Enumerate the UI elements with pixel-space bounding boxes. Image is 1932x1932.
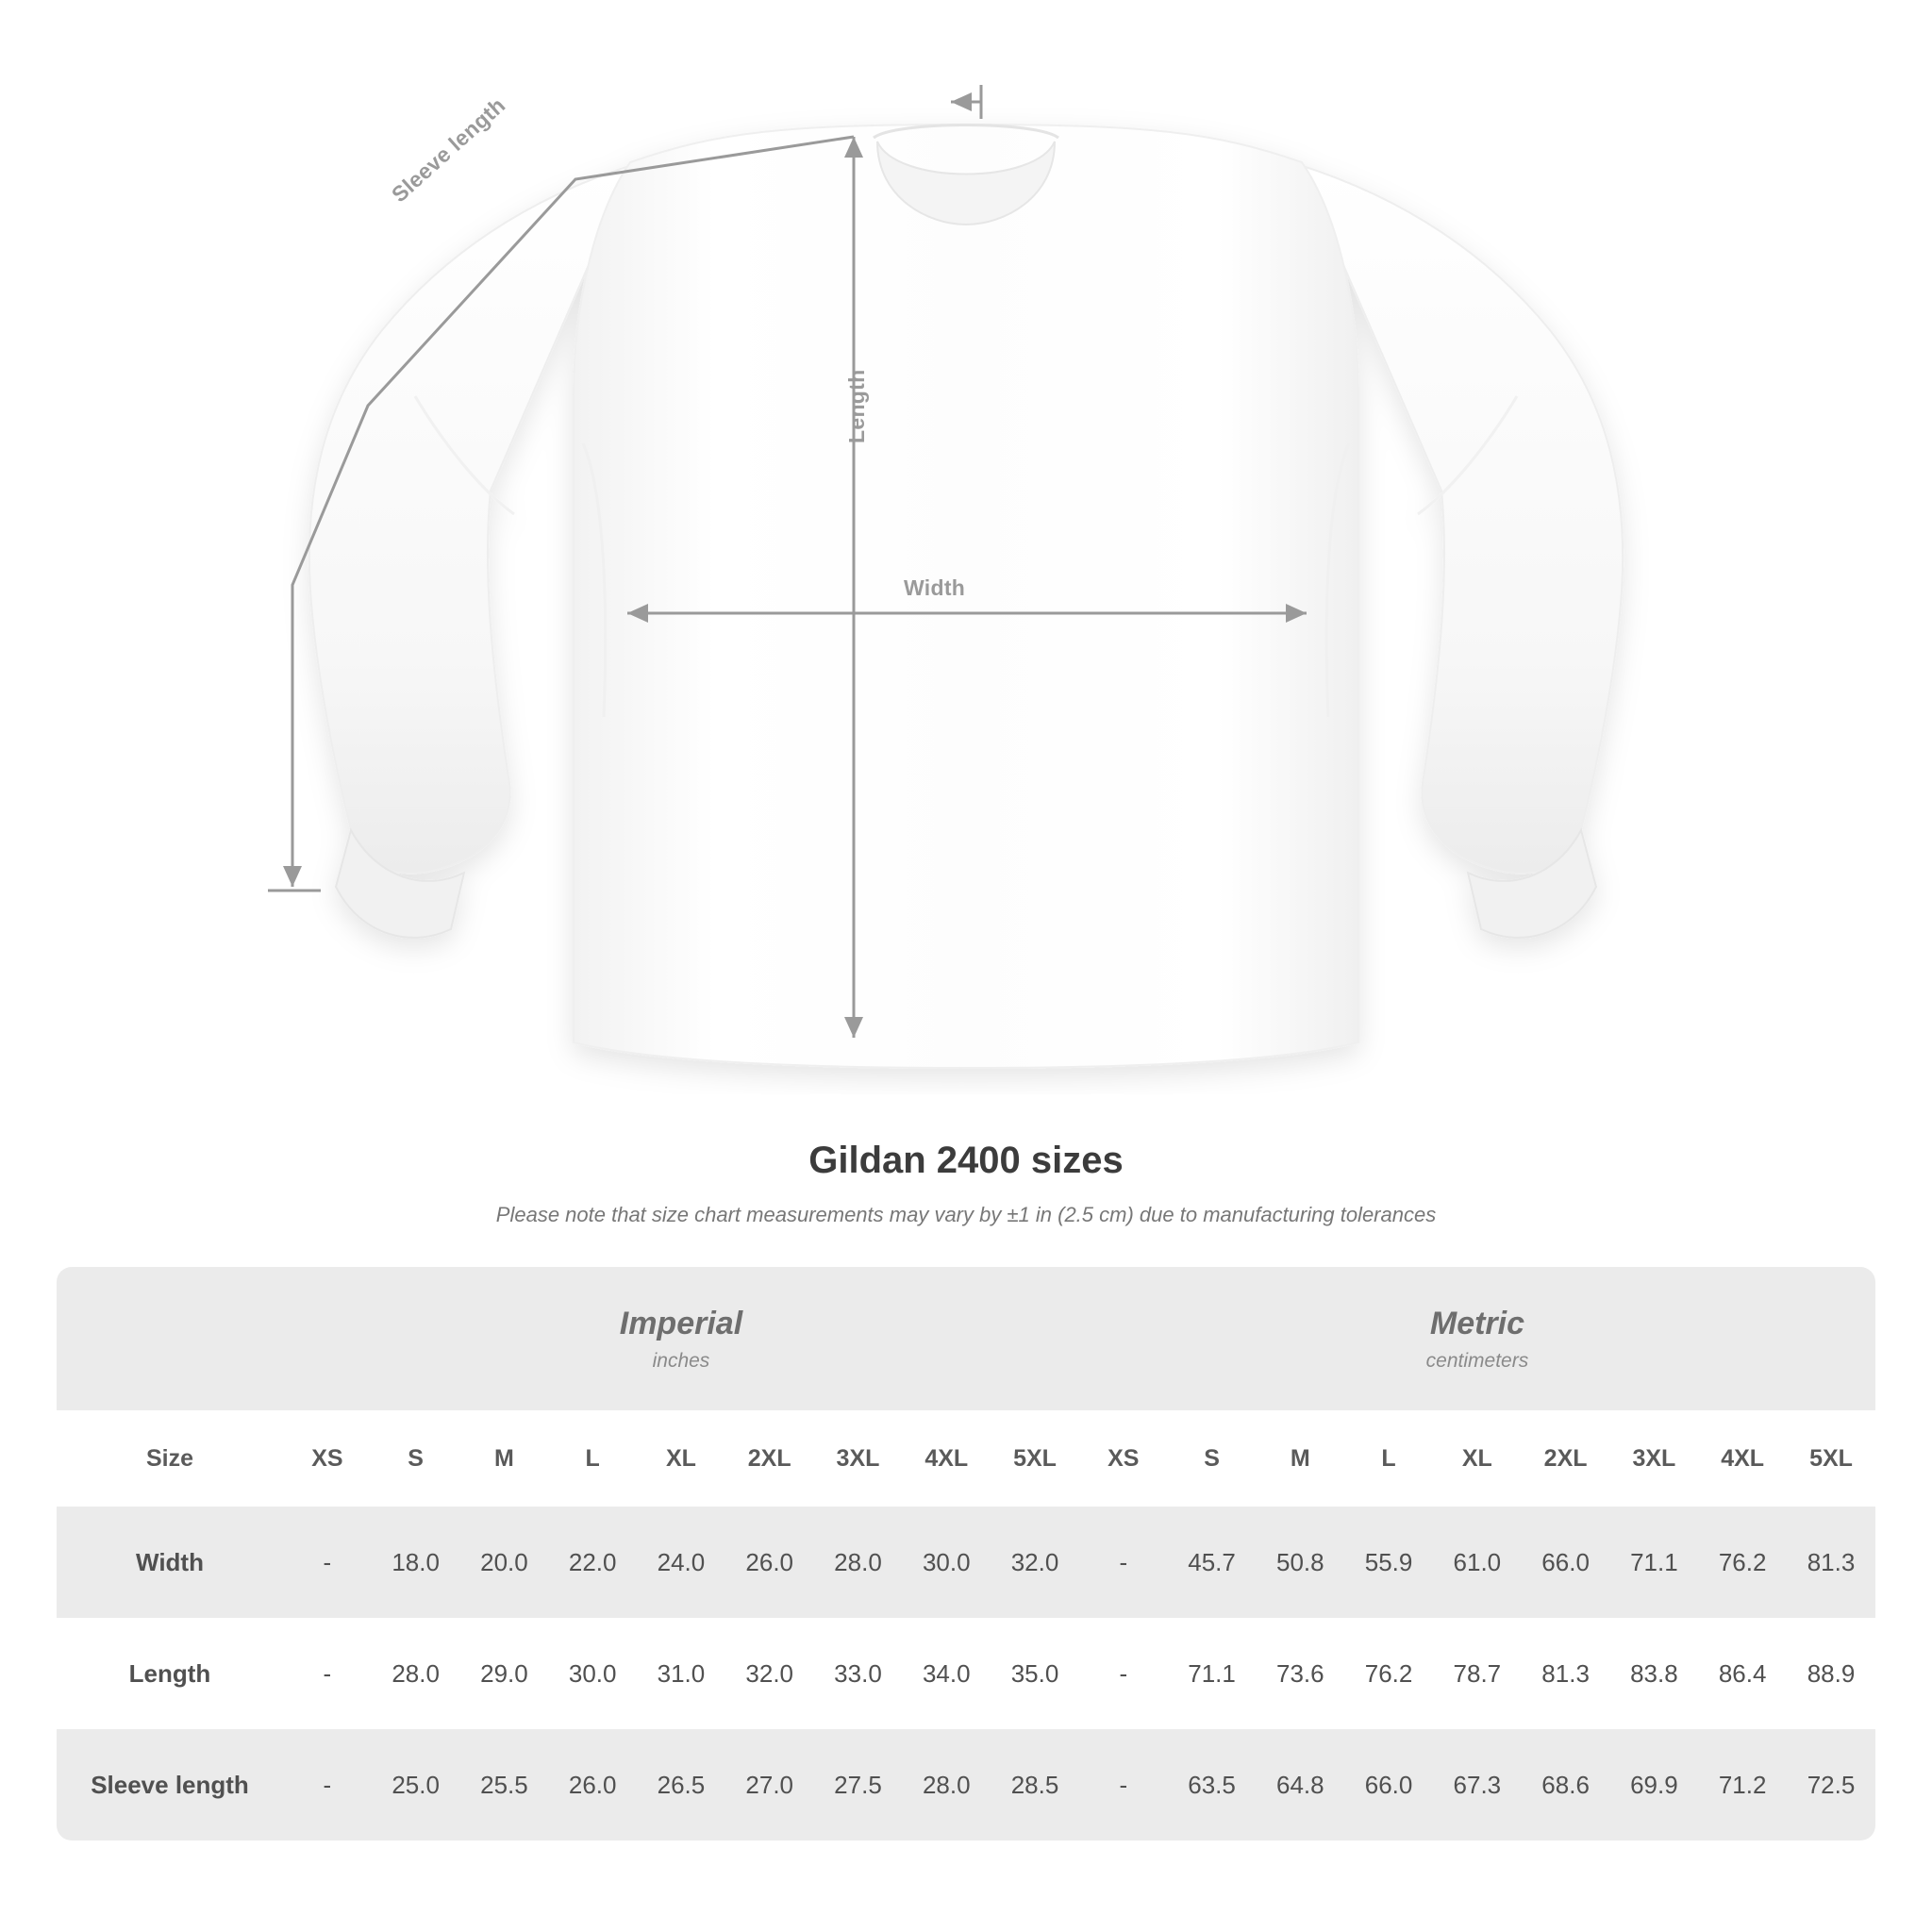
cell-imperial: 32.0	[725, 1618, 814, 1729]
unit-header-row	[57, 1267, 1875, 1410]
cell-imperial: 31.0	[637, 1618, 725, 1729]
cell-imperial: 25.5	[460, 1729, 549, 1840]
unit-subtitle: centimeters	[1425, 1349, 1529, 1372]
cell-imperial: 20.0	[460, 1507, 549, 1618]
cell-metric: 88.9	[1787, 1618, 1875, 1729]
cell-imperial: 27.0	[725, 1729, 814, 1840]
cell-imperial: 22.0	[548, 1507, 637, 1618]
cell-imperial: 25.0	[372, 1729, 460, 1840]
size-header-cell: 4XL	[902, 1410, 991, 1507]
size-header-cell: 5XL	[1787, 1410, 1875, 1507]
cell-metric: -	[1079, 1507, 1168, 1618]
cell-metric: 45.7	[1168, 1507, 1257, 1618]
page-title: Gildan 2400 sizes	[808, 1140, 1124, 1181]
cell-metric: 71.2	[1698, 1729, 1787, 1840]
cell-imperial: 26.5	[637, 1729, 725, 1840]
cell-metric: 61.0	[1433, 1507, 1522, 1618]
size-header-cell: 3XL	[1609, 1410, 1698, 1507]
size-header-cell: L	[548, 1410, 637, 1507]
cell-metric: 69.9	[1609, 1729, 1698, 1840]
cell-metric: 67.3	[1433, 1729, 1522, 1840]
size-header-cell: 2XL	[1522, 1410, 1610, 1507]
size-header-label: Size	[57, 1410, 283, 1507]
size-header-cell: XL	[1433, 1410, 1522, 1507]
cell-metric: -	[1079, 1729, 1168, 1840]
cell-metric: 72.5	[1787, 1729, 1875, 1840]
unit-header-imperial	[283, 1267, 1079, 1410]
length-dimension-label: Length	[844, 369, 869, 443]
unit-title: Imperial	[619, 1305, 743, 1341]
cell-metric: -	[1079, 1618, 1168, 1729]
cell-imperial: -	[283, 1618, 372, 1729]
table-row	[57, 1729, 1875, 1840]
size-header-cell: M	[460, 1410, 549, 1507]
cell-metric: 81.3	[1787, 1507, 1875, 1618]
size-header-cell: S	[372, 1410, 460, 1507]
cell-metric: 76.2	[1344, 1618, 1433, 1729]
cell-imperial: 18.0	[372, 1507, 460, 1618]
cell-imperial: -	[283, 1507, 372, 1618]
width-dimension-label: Width	[904, 575, 966, 600]
cell-imperial: 28.0	[902, 1729, 991, 1840]
cell-metric: 55.9	[1344, 1507, 1433, 1618]
size-header-cell: XS	[1079, 1410, 1168, 1507]
cell-imperial: 33.0	[814, 1618, 903, 1729]
cell-imperial: 27.5	[814, 1729, 903, 1840]
sleeve-length-dimension-label: Sleeve length	[387, 92, 510, 208]
cell-metric: 73.6	[1256, 1618, 1344, 1729]
cell-metric: 66.0	[1522, 1507, 1610, 1618]
shirt-shape	[309, 125, 1623, 1068]
size-header-cell: 4XL	[1698, 1410, 1787, 1507]
unit-header-spacer	[57, 1267, 283, 1410]
cell-metric: 71.1	[1609, 1507, 1698, 1618]
size-header-cell: 5XL	[991, 1410, 1079, 1507]
row-label: Sleeve length	[57, 1729, 283, 1840]
cell-imperial: 26.0	[725, 1507, 814, 1618]
cell-metric: 63.5	[1168, 1729, 1257, 1840]
cell-metric: 71.1	[1168, 1618, 1257, 1729]
size-header-cell: 2XL	[725, 1410, 814, 1507]
size-header-row	[57, 1410, 1875, 1507]
cell-metric: 86.4	[1698, 1618, 1787, 1729]
size-table	[57, 1267, 1875, 1840]
cell-imperial: 24.0	[637, 1507, 725, 1618]
cell-imperial: 34.0	[902, 1618, 991, 1729]
table-row	[57, 1618, 1875, 1729]
cell-metric: 78.7	[1433, 1618, 1522, 1729]
cell-metric: 50.8	[1256, 1507, 1344, 1618]
cell-metric: 83.8	[1609, 1618, 1698, 1729]
size-header-cell: M	[1256, 1410, 1344, 1507]
cell-metric: 64.8	[1256, 1729, 1344, 1840]
row-label: Length	[57, 1618, 283, 1729]
row-label: Width	[57, 1507, 283, 1618]
cell-imperial: 29.0	[460, 1618, 549, 1729]
size-header-cell: XS	[283, 1410, 372, 1507]
cell-imperial: 30.0	[548, 1618, 637, 1729]
unit-header-metric	[1079, 1267, 1875, 1410]
unit-subtitle: inches	[652, 1349, 710, 1372]
cell-metric: 68.6	[1522, 1729, 1610, 1840]
tolerance-note: Please note that size chart measurements may vary by ±1 in (2.5 cm) due to manufacturing tolerances	[495, 1203, 1437, 1226]
size-table-wrapper	[57, 1267, 1875, 1840]
table-row	[57, 1507, 1875, 1618]
cell-metric: 76.2	[1698, 1507, 1787, 1618]
cell-imperial: -	[283, 1729, 372, 1840]
size-header-cell: S	[1168, 1410, 1257, 1507]
cell-imperial: 28.0	[372, 1618, 460, 1729]
cell-imperial: 28.0	[814, 1507, 903, 1618]
size-header-cell: 3XL	[814, 1410, 903, 1507]
cell-imperial: 30.0	[902, 1507, 991, 1618]
cell-metric: 66.0	[1344, 1729, 1433, 1840]
cell-imperial: 32.0	[991, 1507, 1079, 1618]
cell-imperial: 26.0	[548, 1729, 637, 1840]
size-header-cell: XL	[637, 1410, 725, 1507]
cell-metric: 81.3	[1522, 1618, 1610, 1729]
cell-imperial: 35.0	[991, 1618, 1079, 1729]
size-header-cell: L	[1344, 1410, 1433, 1507]
unit-title: Metric	[1429, 1305, 1525, 1341]
cell-imperial: 28.5	[991, 1729, 1079, 1840]
